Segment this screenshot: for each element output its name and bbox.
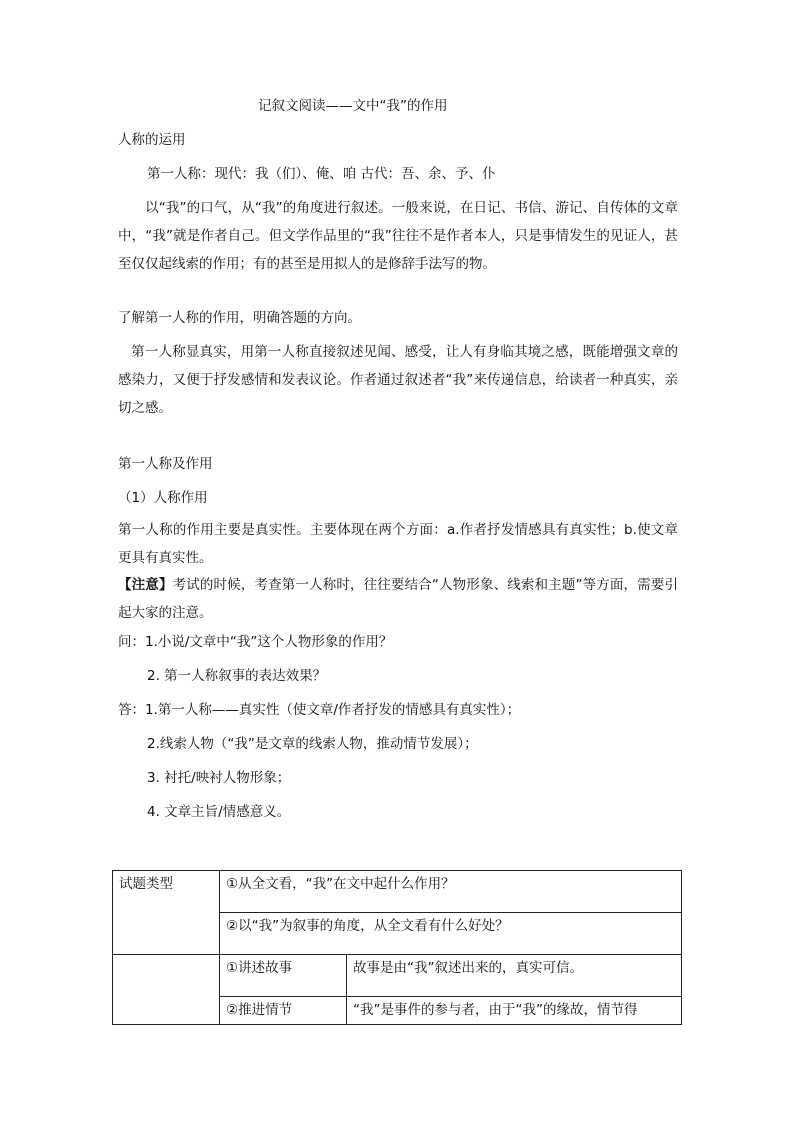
- table-cell-question-1: ①从全文看，“我”在文中起什么作用？: [220, 871, 682, 913]
- subheading-person-function: （1）人称作用: [118, 490, 208, 506]
- answer-4: 4. 文章主旨/情感意义。: [147, 804, 291, 820]
- table-cell-question-type: 试题类型: [113, 871, 220, 955]
- question-type-table: [112, 870, 682, 1025]
- table-cell-advance-plot: ②推进情节: [220, 997, 347, 1025]
- first-person-pronouns: 第一人称：现代：我（们）、俺、咱 古代：吾、余、予、仆: [147, 166, 496, 182]
- answer-2: 2.线索人物（“我”是文章的线索人物，推动情节发展）；: [147, 736, 478, 752]
- paragraph-authenticity: 第一人称的作用主要是真实性。主要体现在两个方面：a.作者抒发情感具有真实性；b.使文章更具有真实性。: [118, 522, 678, 566]
- section-heading-understand: 了解第一人称的作用，明确答题的方向。: [118, 310, 361, 326]
- paragraph-narration: [118, 194, 678, 278]
- question-1: 问：1.小说/文章中“我”这个人物形象的作用？: [118, 634, 393, 650]
- table-cell-tell-story-desc: 故事是由“我”叙述出来的，真实可信。: [347, 955, 682, 997]
- section-heading-first-person: 第一人称及作用: [118, 456, 213, 472]
- answer-3: 3. 衬托/映衬人物形象；: [147, 770, 291, 786]
- paragraph-narration-text: 以“我”的口气，从“我”的角度进行叙述。一般来说，在日记、书信、游记、自传体的文章中，“我”就是作者自己。但文学作品里的“我”往往不是作者本人，只是事情发生的见证人，甚至仅仅起线索的作用；有的甚至是用拟人的是修辞手法写的物。: [118, 200, 678, 272]
- page-title: 记叙文阅读——文中“我”的作用: [258, 98, 448, 114]
- paragraph-first-person-effect-text: 第一人称显真实，用第一人称直接叙述见闻、感受，让人有身临其境之感，既能增强文章的感染力，又便于抒发感情和发表议论。作者通过叙述者“我”来传递信息，给读者一种真实，亲切之感。: [118, 344, 678, 416]
- note-label: 【注意】: [118, 577, 173, 593]
- table-cell-tell-story: ①讲述故事: [220, 955, 347, 997]
- paragraph-first-person-effect: [118, 338, 678, 422]
- table-row: [113, 955, 682, 997]
- table-cell-advance-plot-desc: “我”是事件的参与者，由于“我”的缘故，情节得: [347, 997, 682, 1025]
- question-2: 2. 第一人称叙事的表达效果？: [147, 668, 327, 684]
- table-row: [113, 871, 682, 913]
- table-cell-question-2: ②以“我”为叙事的角度，从全文看有什么好处？: [220, 913, 682, 955]
- note-text: 考试的时候，考查第一人称时，往往要结合“人物形象、线索和主题”等方面，需要引起大家的注意。: [118, 577, 678, 621]
- section-heading-person: 人称的运用: [118, 132, 186, 148]
- note-paragraph: [118, 571, 678, 627]
- table-cell-empty: [113, 955, 220, 1025]
- answer-1: 答：1.第一人称——真实性（使文章/作者抒发的情感具有真实性）；: [118, 702, 521, 718]
